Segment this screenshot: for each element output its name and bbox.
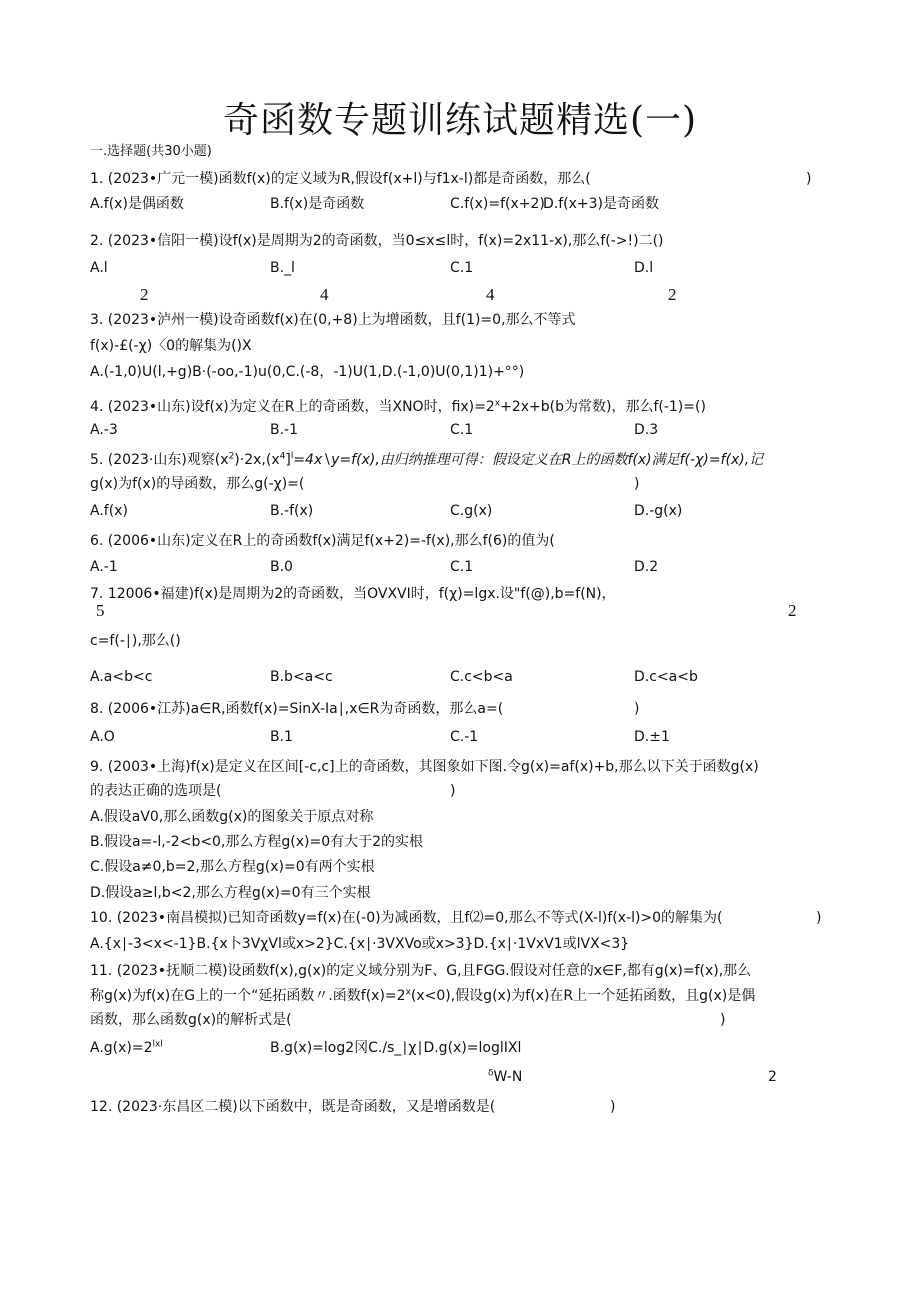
question-7-option-c: C.c<b<a — [450, 669, 513, 685]
question-11-mark-a: $^\delta$W-N — [488, 1068, 523, 1085]
question-2-option-a: A.l — [90, 260, 108, 276]
section-heading: 一.选择题(共30小题) — [90, 144, 212, 159]
question-9-option-b: B.假设a=-l,-2<b<0,那么方程g(x)=0有大于2的实根 — [90, 834, 424, 850]
question-2-denominator-b: 4 — [320, 285, 329, 304]
question-7-stem-2: c=f(-∣),那么() — [90, 633, 181, 649]
question-11-option-a: $A.g(x)=2^{lxl}$ — [90, 1039, 163, 1056]
question-10-close: ) — [816, 910, 822, 926]
question-7-option-b: B.b<a<c — [270, 669, 333, 685]
question-8-option-d: D.±1 — [634, 729, 670, 745]
question-4-stem: 4. (2023•山东)设f(x)为定义在R上的奇函数，当XNO时，$fix)=2^x+2x+b(b$为常数)，那么f(-1)=() — [90, 398, 706, 415]
question-2-stem: 2. (2023•信阳一模)设f(x)是周期为2的奇函数，当0≤x≤l时，f(x)=2x11-x),那么f(->!)二() — [90, 233, 664, 249]
question-5-option-c: C.g(x) — [450, 503, 493, 519]
question-3-stem-2: f(x)-£(-χ)〈0的解集为()X — [90, 338, 252, 354]
question-2-denominator-d: 2 — [668, 285, 677, 304]
question-1-option-d: D.f(x+3)是奇函数 — [543, 196, 660, 212]
question-2-denominator-a: 2 — [140, 285, 149, 304]
question-10-options: A.{x∣-3<x<-1}B.{x卜3VχVl或x>2}C.{x∣·3VXVo或x>3}D.{x∣·1VxV1或lVX<3} — [90, 936, 630, 952]
question-4-option-a: A.-3 — [90, 422, 118, 438]
question-5-option-a: A.f(x) — [90, 503, 128, 519]
question-7-mark-2: 2 — [788, 601, 797, 620]
question-11-stem-2: 称g(x)为f(x)在G上的一个“延拓函数〃.函数$f(x)=2^x(x<0)$,假设g(x)为f(x)在R上一个延拓函数，且g(x)是偶 — [90, 987, 756, 1004]
question-4-option-d: D.3 — [634, 422, 659, 438]
question-12-stem: 12. (2023·东昌区二模)以下函数中，既是奇函数，又是增函数是( — [90, 1099, 496, 1115]
question-11-stem-3: 函数，那么函数g(x)的解析式是( — [90, 1012, 292, 1028]
question-8-stem: 8. (2006•江苏)a∈R,函数f(x)=SinX-Ia∣,x∈R为奇函数，那么a=( — [90, 701, 504, 717]
question-2-option-c: C.1 — [450, 260, 474, 276]
question-2-option-d: D.l — [634, 260, 654, 276]
question-7-mark-5: 5 — [96, 601, 105, 620]
document-title: 奇函数专题训练试题精选(一) — [222, 100, 698, 141]
question-6-option-c: C.1 — [450, 559, 474, 575]
question-8-close: ) — [634, 701, 640, 717]
question-11-close: ) — [720, 1012, 726, 1028]
question-6-option-a: A.-1 — [90, 559, 118, 575]
question-5-stem: 5. (2023·山东)观察$(x^2)\cdot 2x,(x^4]^l=4x∖y=f(x)$,由归纳推理可得：假设定义在R上的函数f(x)满足f(-χ)=f(x),记 — [90, 451, 764, 468]
question-8-option-b: B.1 — [270, 729, 293, 745]
question-4-option-b: B.-1 — [270, 422, 299, 438]
question-5-stem-2: g(x)为f(x)的导函数，那么g(-χ)=( — [90, 476, 305, 492]
question-7-stem: 7. 12006•福建)f(x)是周期为2的奇函数，当OVXVI时，f(χ)=lgx.设"f(@),b=f(N)， — [90, 586, 616, 602]
question-4-option-c: C.1 — [450, 422, 474, 438]
question-9-option-d: D.假设a≥l,b<2,那么方程g(x)=0有三个实根 — [90, 885, 371, 901]
question-9-stem: 9. (2003•上海)f(x)是定义在区间[-c,c]上的奇函数，其图象如下图.令g(x)=af(x)+b,那么以下关于函数g(x) — [90, 759, 759, 775]
question-5-option-d: D.-g(x) — [634, 503, 683, 519]
question-2-denominator-c: 4 — [486, 285, 495, 304]
question-12-close: ) — [610, 1099, 616, 1115]
question-7-option-d: D.c<a<b — [634, 669, 698, 685]
question-11-mark-b: 2 — [768, 1069, 777, 1085]
question-6-stem: 6. (2006•山东)定义在R上的奇函数f(x)满足f(x+2)=-f(x),那么f(6)的值为( — [90, 533, 555, 549]
question-1-option-b: B.f(x)是奇函数 — [270, 196, 365, 212]
question-5-option-b: B.-f(x) — [270, 503, 314, 519]
question-5-close: ) — [634, 476, 640, 492]
question-1-option-c: C.f(x)=f(x+2) — [450, 196, 545, 212]
question-9-option-a: A.假设aV0,那么函数g(x)的图象关于原点对称 — [90, 809, 374, 825]
question-1-stem: 1. (2023•广元一模)函数f(x)的定义域为R,假设f(x+l)与f1x-l)都是奇函数，那么( — [90, 171, 591, 187]
question-11-stem: 11. (2023•抚顺二模)设函数f(x),g(x)的定义域分别为F、G,且FGG.假设对任意的x∈F,都有g(x)=f(x),那么 — [90, 963, 752, 979]
question-11-options-rest: B.g(x)=log2冈C./s_∣χ∣D.g(x)=loglIXl — [270, 1040, 522, 1056]
question-10-stem: 10. (2023•南昌模拟)已知奇函数y=f(x)在(-0)为减函数，且f⑵=0,那么不等式(X-l)f(x-l)>0的解集为( — [90, 910, 723, 926]
question-3-stem: 3. (2023•泸州一模)设奇函数f(x)在(0,+8)上为增函数，且f(1)=0,那么不等式 — [90, 312, 576, 328]
question-1-option-a: A.f(x)是偶函数 — [90, 196, 184, 212]
question-9-option-c: C.假设a≠0,b=2,那么方程g(x)=0有两个实根 — [90, 859, 375, 875]
question-8-option-c: C.-1 — [450, 729, 479, 745]
question-3-options: A.(-1,0)U(l,+g)B·(-oo,-1)u(0,C.(-8，-1)U(1,D.(-1,0)U(0,1)1)+°°) — [90, 364, 525, 380]
question-6-option-b: B.0 — [270, 559, 293, 575]
question-1-close: ) — [806, 171, 812, 187]
question-9-close: ) — [450, 783, 456, 799]
question-8-option-a: A.O — [90, 729, 115, 745]
question-9-stem-2: 的表达正确的选项是( — [90, 783, 222, 799]
question-7-option-a: A.a<b<c — [90, 669, 153, 685]
question-2-option-b: B._l — [270, 260, 295, 276]
question-6-option-d: D.2 — [634, 559, 659, 575]
